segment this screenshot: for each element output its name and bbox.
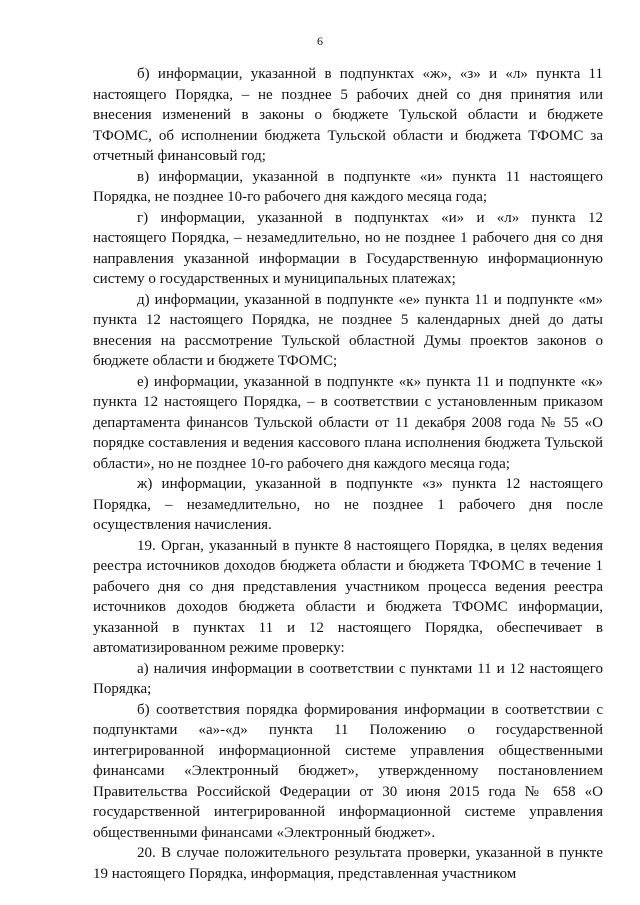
document-body xyxy=(93,64,603,884)
paragraph-19: 19. Орган, указанный в пункте 8 настоящего Порядка, в целях ведения реестра источников доходов бюджета области и бюджета ТФОМС в течение 1 рабочего дня со дня представления участником процесса ведения реестра источников доходов бюджета области и бюджета ТФОМС информации, указанной в пунктах 11 и 12 настоящего Порядка, обеспечивает в автоматизированном режиме проверку: xyxy=(93,537,603,656)
paragraph-19b: б) соответствия порядка формирования информации в соответствии с подпунктами «а»-«д» пункта 11 Положению о государственной интегрированной информационной системе управления общественными финансами «Электронный бюджет», утвержденному постановлением Правительства Российской Федерации от 30 июня 2015 года № 658 «О государственной интегрированной информационной системе управления общественными финансами «Электронный бюджет». xyxy=(93,701,603,841)
paragraph-18g: г) информации, указанной в подпунктах «и» и «л» пункта 12 настоящего Порядка, – незамедлительно, но не позднее 1 рабочего дня со дня направления указанной информации в Государственную информационную систему о государственных и муниципальных платежах; xyxy=(93,209,603,287)
paragraph-18b: б) информации, указанной в подпунктах «ж», «з» и «л» пункта 11 настоящего Порядка, – не позднее 5 рабочих дней со дня принятия или внесения изменений в законы о бюджете Тульской области и бюджете ТФОМС, об исполнении бюджета Тульской области и бюджета ТФОМС за отчетный финансовый год; xyxy=(93,66,603,164)
paragraph-18v: в) информации, указанной в подпункте «и» пункта 11 настоящего Порядка, не позднее 10-го рабочего дня каждого месяца года; xyxy=(93,168,603,205)
page-number: 6 xyxy=(317,34,323,48)
paragraph-18zh: ж) информации, указанной в подпункте «з» пункта 12 настоящего Порядка, – незамедлительно, но не позднее 1 рабочего дня после осуществления начисления. xyxy=(93,476,603,533)
paragraph-18d: д) информации, указанной в подпункте «е» пункта 11 и подпункте «м» пункта 12 настоящего Порядка, не позднее 5 календарных дней до даты внесения на рассмотрение Тульской областной Думы проектов законов о бюджете области и бюджете ТФОМС; xyxy=(93,291,603,369)
paragraph-18e: е) информации, указанной в подпункте «к» пункта 11 и подпункте «к» пункта 12 настоящего Порядка, – в соответствии с установленным приказом департамента финансов Тульской области от 11 декабря 2008 года № 55 «О порядке составления и ведения кассового плана исполнения бюджета Тульской области», но не позднее 10-го рабочего дня каждого месяца года; xyxy=(93,373,603,472)
paragraph-20: 20. В случае положительного результата проверки, указанной в пункте 19 настоящего Порядка, информация, представленная участником xyxy=(93,845,603,882)
paragraph-19a: а) наличия информации в соответствии с пунктами 11 и 12 настоящего Порядка; xyxy=(93,660,603,697)
